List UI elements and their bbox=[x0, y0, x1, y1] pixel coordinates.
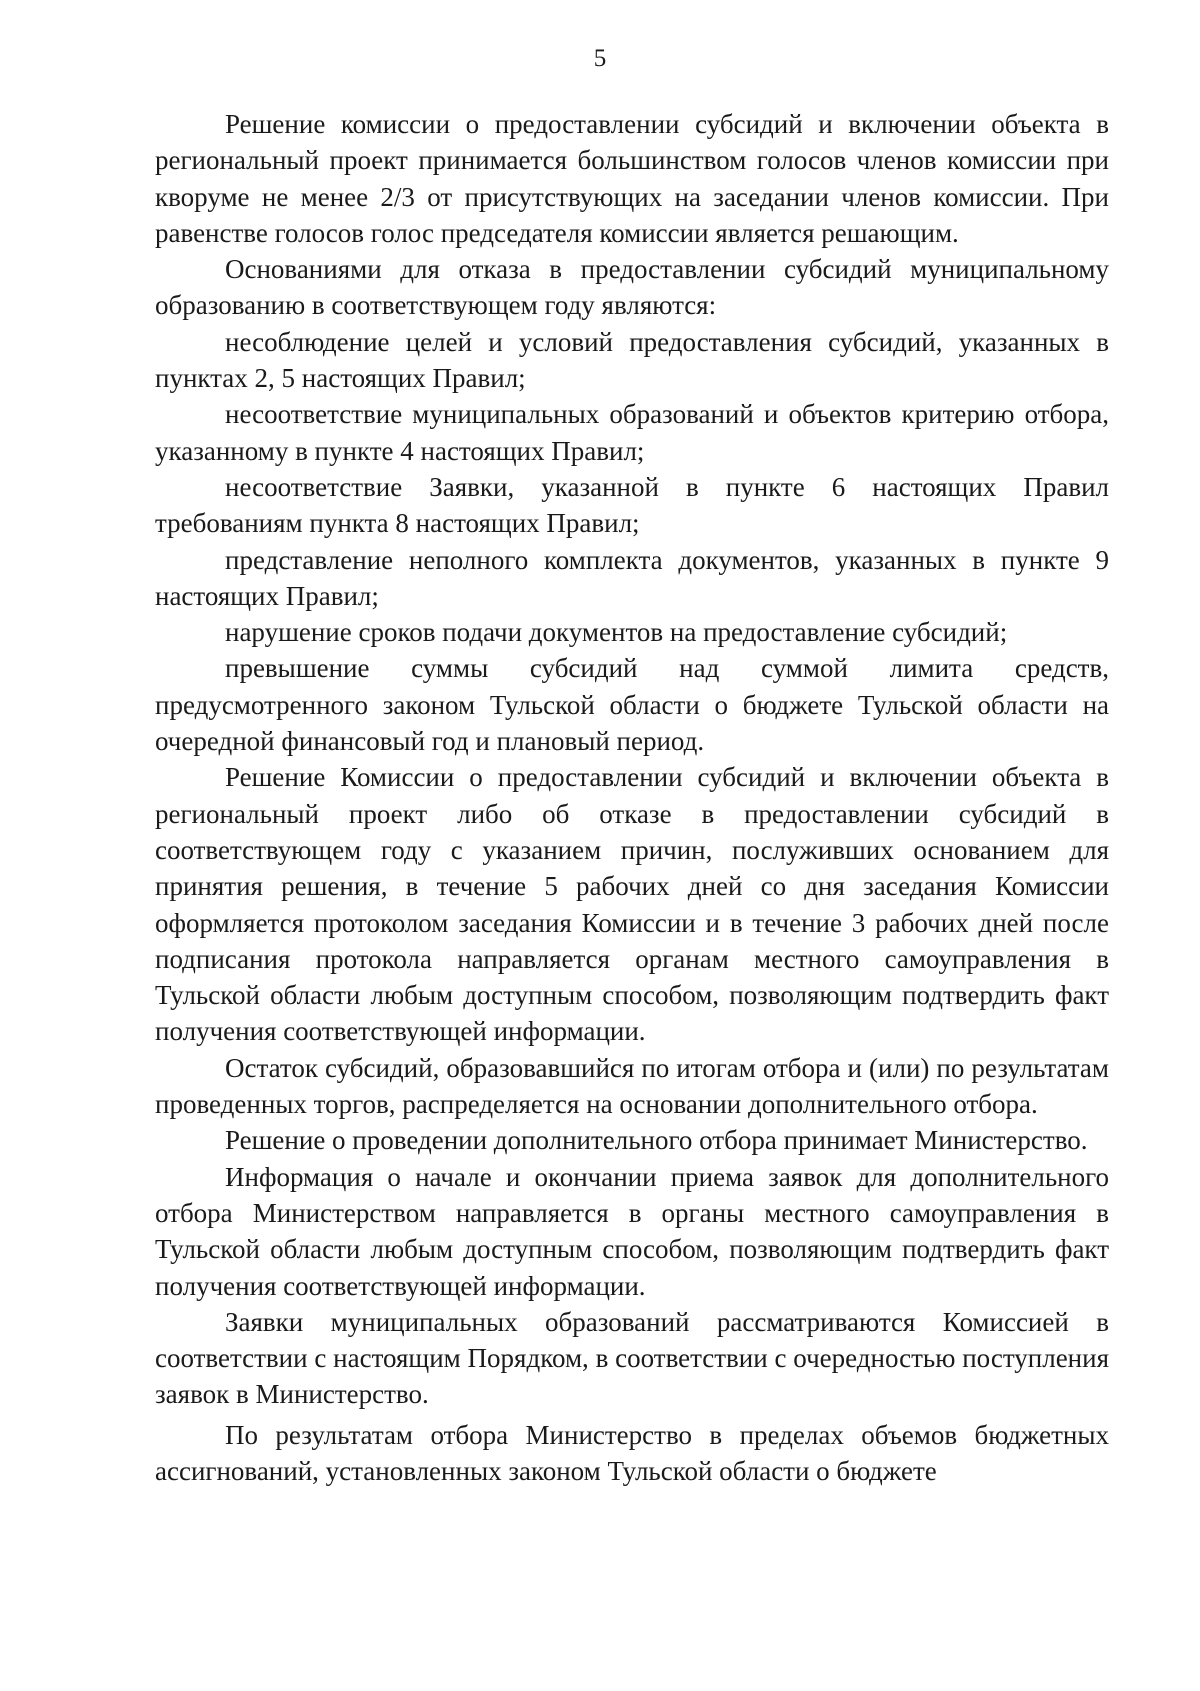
paragraph-decision-protocol: Решение Комиссии о предоставлении субсидий и включении объекта в региональный проект либо об отказе в предоставлении субсидий в соответствующем году с указанием причин, послуживших основанием для принятия решения, в течение 5 рабочих дней со дня заседания Комиссии оформляется протоколом заседания Комиссии и в течение 3 рабочих дней после подписания протокола направляется органам местного самоуправления в Тульской области любым доступным способом, позволяющим подтвердить факт получения соответствующей информации. bbox=[155, 762, 1109, 1047]
paragraph-remaining-subsidies: Остаток субсидий, образовавшийся по итогам отбора и (или) по результатам проведенных торгов, распределяется на основании дополнительного отбора. bbox=[155, 1052, 1109, 1120]
list-item-incomplete-documents: представление неполного комплекта документов, указанных в пункте 9 настоящих Правил; bbox=[155, 544, 1109, 611]
paragraph-additional-selection-decision: Решение о проведении дополнительного отбора принимает Министерство. bbox=[225, 1125, 1088, 1156]
page-number: 5 bbox=[593, 45, 607, 72]
paragraph-selection-results: По результатам отбора Министерство в пределах объемов бюджетных ассигнований, установленных законом Тульской области о бюджете bbox=[155, 1419, 1109, 1486]
paragraph-refusal-grounds: Основаниями для отказа в предоставлении субсидий муниципальному образованию в соответствующем году являются: bbox=[155, 254, 1109, 321]
list-item-limit-exceeded: превышение суммы субсидий над суммой лимита средств, предусмотренного законом Тульской области о бюджете Тульской области на очередной финансовый год и плановый период. bbox=[155, 653, 1109, 757]
paragraph-application-review: Заявки муниципальных образований рассматриваются Комиссией в соответствии с настоящим Порядком, в соответствии с очередностью поступления заявок в Министерство. bbox=[155, 1306, 1109, 1410]
paragraph-application-info: Информация о начале и окончании приема заявок для дополнительного отбора Министерством направляется в органы местного самоуправления в Тульской области любым доступным способом, позволяющим подтвердить факт получения соответствующей информации. bbox=[155, 1161, 1109, 1301]
paragraph-commission-decision: Решение комиссии о предоставлении субсидий и включении объекта в региональный проект принимается большинством голосов членов комиссии при кворуме не менее 2/3 от присутствующих на заседании членов комиссии. При равенстве голосов голос председателя комиссии является решающим. bbox=[155, 109, 1109, 248]
list-item-deadline-violation: нарушение сроков подачи документов на предоставление субсидий; bbox=[225, 617, 1008, 648]
list-item-criteria-mismatch: несоответствие муниципальных образований и объектов критерию отбора, указанному в пункте 4 настоящих Правил; bbox=[155, 399, 1109, 466]
list-item-goals-noncompliance: несоблюдение целей и условий предоставления субсидий, указанных в пунктах 2, 5 настоящих Правил; bbox=[155, 326, 1109, 394]
list-item-application-mismatch: несоответствие Заявки, указанной в пункте 6 настоящих Правил требованиям пункта 8 настоящих Правил; bbox=[155, 471, 1109, 539]
document-body bbox=[155, 106, 1109, 1489]
